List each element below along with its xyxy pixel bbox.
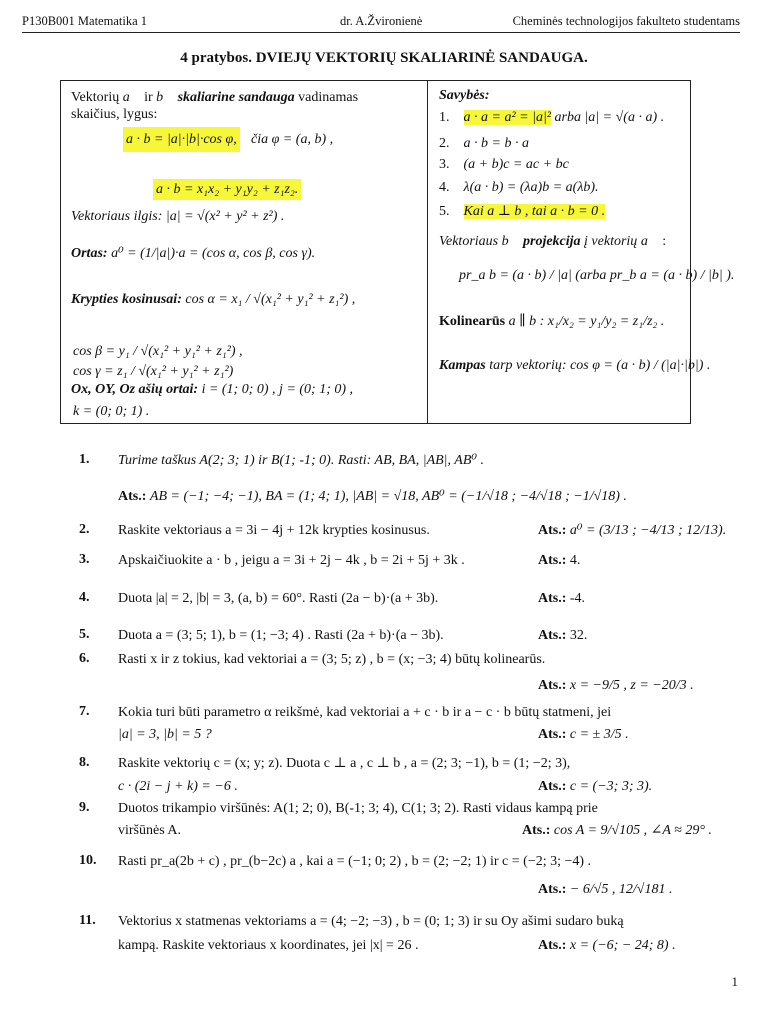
problem-6-answer: Ats.: x = −9/5 , z = −20/3 . <box>538 678 694 693</box>
problem-4-number: 4. <box>79 590 90 605</box>
property-2: 2. a · b = b · a <box>439 136 529 151</box>
angle-row: Kampas tarp vektorių: cos φ = (a · b) / (|a|·|b|) . <box>439 358 711 373</box>
problem-8-answer: Ats.: c = (−3; 3; 3). <box>538 779 653 794</box>
problem-9-answer: Ats.: cos A = 9/√105 , ∠A ≈ 29° . <box>522 823 712 838</box>
header-audience: Cheminės technologijos fakulteto studentams <box>512 14 740 28</box>
coordinate-formula: a · b = x₁x₂ + y₁y₂ + z₁z₂. <box>153 179 301 200</box>
problem-11-text: Vektorius x statmenas vektoriams a = (4; −2; −3) , b = (0; 1; 3) ir su Oy ašimi sudaro buką <box>118 914 624 929</box>
header-course: P130B001 Matematika 1 <box>22 14 147 28</box>
page-header <box>22 14 740 33</box>
collinear-row: Kolinearūs a ∥ b : x₁/x₂ = y₁/y₂ = z₁/z₂ . <box>439 314 665 329</box>
problem-7-text: Kokia turi būti parametro α reikšmė, kad vektoriai a + c · b ir a − c · b būtų statmeni, jei <box>118 705 612 720</box>
page-title: 4 pratybos. DVIEJŲ VEKTORIŲ SKALIARINĖ SANDAUGA. <box>180 50 588 66</box>
problem-3-number: 3. <box>79 552 90 567</box>
definition-line: Vektorių a⃗ ir b⃗ skaliarine sandauga vadinamas <box>71 90 359 105</box>
scalar-product-formula: a · b = |a|·|b|·cos φ, <box>123 127 240 152</box>
problem-11-answer: Ats.: x = (−6; − 24; 8) . <box>538 938 676 953</box>
problem-7-answer: Ats.: c = ± 3/5 . <box>538 727 629 742</box>
theory-box <box>60 80 735 424</box>
projection-formula: pr_a b = (a · b) / |a| (arba pr_b a = (a · b) / |b| ). <box>459 268 735 283</box>
problem-10-answer: Ats.: − 6/√5 , 12/√181 . <box>538 882 673 897</box>
problem-9-number: 9. <box>79 800 90 815</box>
problem-5-number: 5. <box>79 627 90 642</box>
properties-title: Savybės: <box>439 88 490 103</box>
problem-4-answer: Ats.: -4. <box>538 591 586 606</box>
problem-9-text: Duotos trikampio viršūnės: A(1; 2; 0), B(-1; 3; 4), C(1; 3; 2). Rasti vidaus kampą prie <box>118 801 598 816</box>
problem-4-text: Duota |a| = 2, |b| = 3, (a, b) = 60°. Rasti (2a − b)·(a + 3b). <box>118 591 439 606</box>
axes-row: Ox, OY, Oz ašių ortai: i = (1; 0; 0) , j = (0; 1; 0) , <box>71 382 354 397</box>
problem-3-text: Apskaičiuokite a · b , jeigu a = 3i + 2j − 4k , b = 2i + 5j + 3k . <box>118 553 465 568</box>
length-row: Vektoriaus ilgis: |a| = √(x² + y² + z²) . <box>71 209 285 224</box>
problem-6-text: Rasti x ir z tokius, kad vektoriai a = (3; 5; z) , b = (x; −3; 4) būtų kolinearūs. <box>118 652 546 667</box>
problem-5-answer: Ats.: 32. <box>538 628 588 643</box>
problem-11-number: 11. <box>79 913 96 928</box>
axes-k: k = (0; 0; 1) . <box>73 404 150 419</box>
problem-11-text-2: kampą. Raskite vektoriaus x koordinates, jei |x| = 26 . <box>118 938 419 953</box>
problem-8-text: Raskite vektorių c = (x; y; z). Duota c ⊥ a , c ⊥ b , a = (2; 3; −1), b = (1; −2; 3), <box>118 756 571 771</box>
property-3: 3. (a + b)c = ac + bc <box>439 157 569 172</box>
problem-8-number: 8. <box>79 755 90 770</box>
property-4: 4. λ(a · b) = (λa)b = a(λb). <box>439 180 599 195</box>
problem-10-text: Rasti pr_a(2b + c) , pr_(b−2c) a , kai a = (−1; 0; 2) , b = (2; −2; 1) ir c = (−2; 3; −4) . <box>118 854 592 869</box>
ortas-row: Ortas: a⁰ = (1/|a|)·a = (cos α, cos β, cos γ). <box>71 246 316 261</box>
direction-cosines-row: Krypties kosinusai: cos α = x₁ / √(x₁² + y₁² + z₁²) , <box>71 292 356 307</box>
problem-2-text: Raskite vektoriaus a = 3i − 4j + 12k krypties kosinusus. <box>118 523 430 538</box>
definition-line-2: skaičius, lygus: <box>71 107 158 122</box>
problem-2-answer: Ats.: a⁰ = (3/13 ; −4/13 ; 12/13). <box>538 523 727 538</box>
problem-5-text: Duota a = (3; 5; 1), b = (1; −3; 4) . Rasti (2a + b)·(a − 3b). <box>118 628 444 643</box>
problem-1-text: Turime taškus A(2; 3; 1) ir B(1; -1; 0). Rasti: AB, BA, |AB|, AB⁰ . <box>118 453 484 468</box>
property-5: 5. Kai a ⊥ b , tai a · b = 0 . <box>439 204 606 219</box>
problem-7-number: 7. <box>79 704 90 719</box>
problem-7-text-2: |a| = 3, |b| = 5 ? <box>118 727 212 742</box>
problem-9-text-2: viršūnės A. <box>118 823 181 838</box>
page-number: 1 <box>731 974 738 989</box>
angle-formula: čia φ = (a, b) , <box>251 132 334 147</box>
problem-3-answer: Ats.: 4. <box>538 553 581 568</box>
projection-label: Vektoriaus b⃗ projekcija į vektorių a⃗ : <box>439 234 667 249</box>
cos-gamma: cos γ = z₁ / √(x₁² + y₁² + z₁²) <box>73 364 234 379</box>
header-author: dr. A.Žvironienė <box>340 14 423 28</box>
problem-6-number: 6. <box>79 651 90 666</box>
problem-1-number: 1. <box>79 452 90 467</box>
problem-2-number: 2. <box>79 522 90 537</box>
cos-beta: cos β = y₁ / √(x₁² + y₁² + z₁²) , <box>73 344 243 359</box>
problem-8-text-2: c · (2i − j + k) = −6 . <box>118 779 238 794</box>
box-divider <box>427 81 428 423</box>
property-1: 1. a · a = a² = |a|² arba |a| = √(a · a) . <box>439 110 665 125</box>
problem-1-answer: Ats.: AB = (−1; −4; −1), BA = (1; 4; 1), |AB| = √18, AB⁰ = (−1/√18 ; −4/√18 ; −1/√18) . <box>118 489 627 504</box>
problem-10-number: 10. <box>79 853 97 868</box>
